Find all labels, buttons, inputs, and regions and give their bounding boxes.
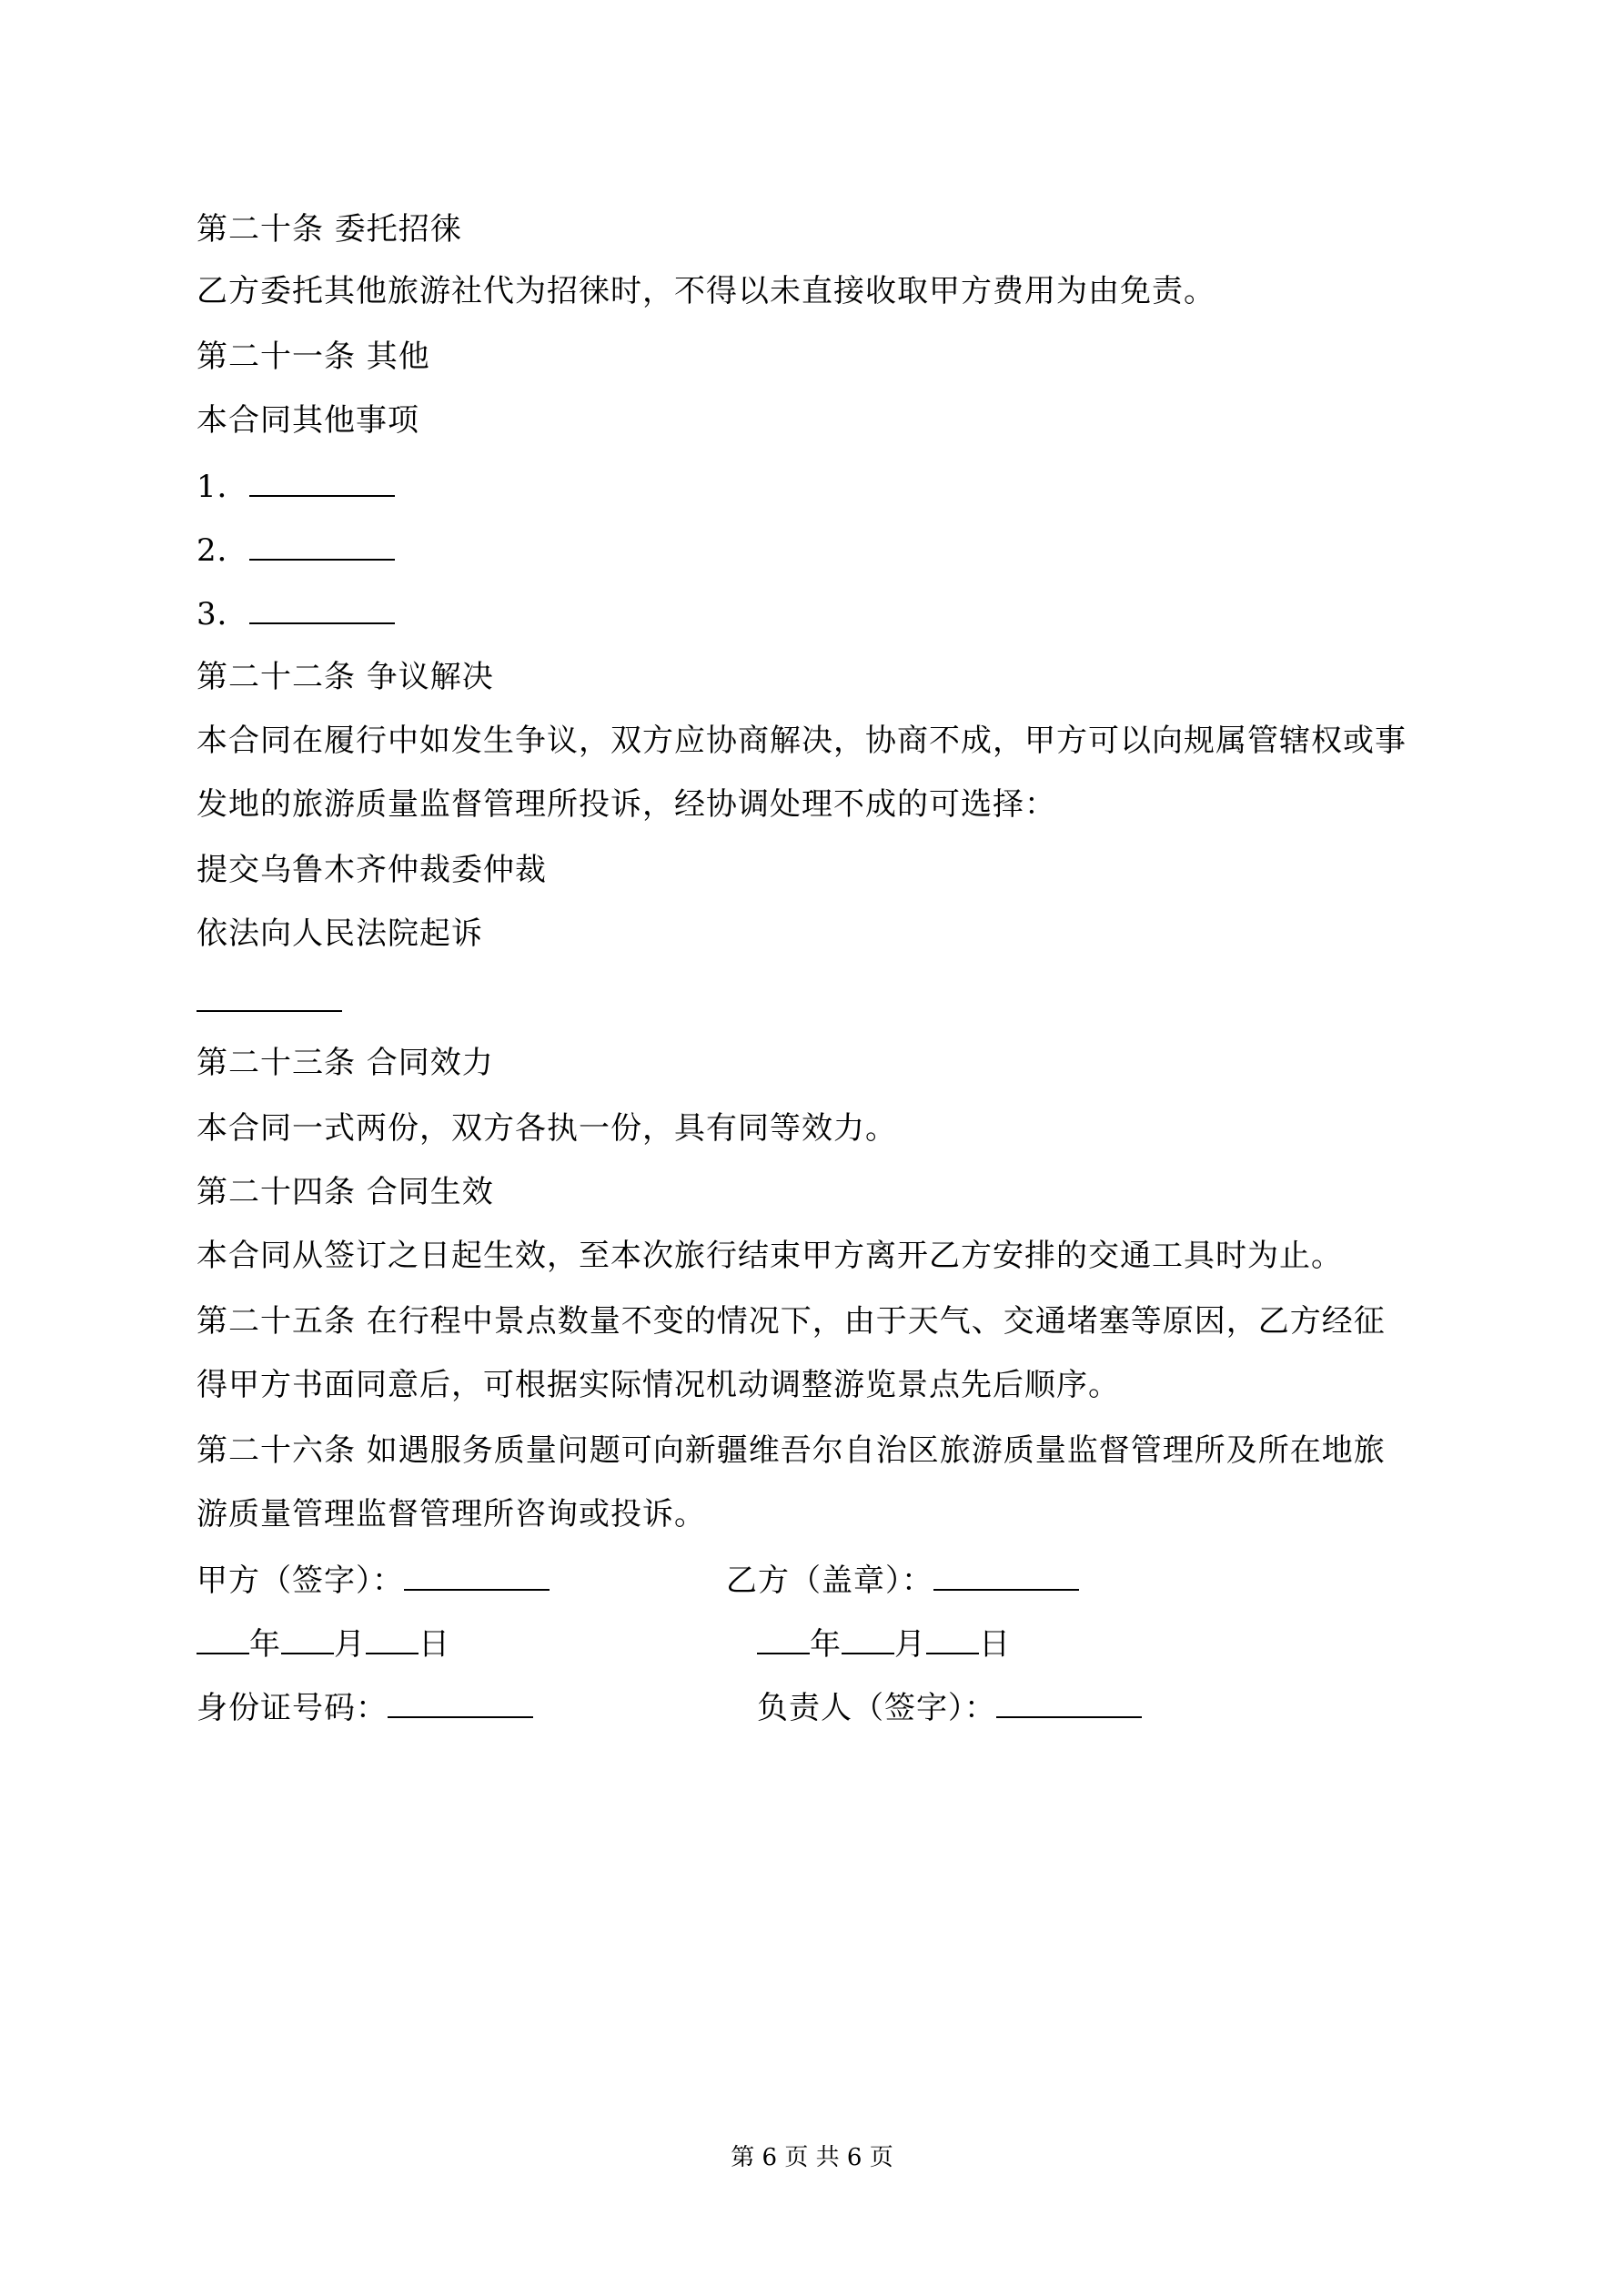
party-b-seal <box>726 1562 1079 1599</box>
dispute-option-2: 依法向人民法院起诉 <box>197 915 483 952</box>
blank-field <box>197 1010 342 1012</box>
day-label: 日 <box>979 1626 1011 1663</box>
party-b-date <box>757 1625 1011 1663</box>
blank-field <box>842 1625 894 1654</box>
list-item-1-number: 1． <box>197 469 249 505</box>
party-a-signature <box>197 1562 550 1599</box>
blank-field <box>249 531 395 561</box>
list-item-3 <box>197 595 395 632</box>
blank-field <box>926 1625 979 1654</box>
article-26-line-1: 第二十六条 如遇服务质量问题可向新疆维吾尔自治区旅游质量监督管理所及所在地旅 <box>197 1432 1386 1469</box>
party-b-label: 乙方（盖章）： <box>726 1563 933 1599</box>
year-label: 年 <box>810 1626 842 1663</box>
blank-field <box>933 1562 1079 1591</box>
article-23-title: 第二十三条 合同效力 <box>197 1045 494 1081</box>
party-a-label: 甲方（签字）： <box>197 1563 404 1599</box>
article-22-body-line-1: 本合同在履行中如发生争议，双方应协商解决，协商不成，甲方可以向规属管辖权或事 <box>197 723 1407 759</box>
blank-field <box>249 468 395 497</box>
article-20-body: 乙方委托其他旅游社代为招徕时，不得以未直接收取甲方费用为由免责。 <box>197 273 1215 309</box>
month-label: 月 <box>894 1626 926 1663</box>
article-25-line-2: 得甲方书面同意后，可根据实际情况机动调整游览景点先后顺序。 <box>197 1367 1120 1403</box>
dispute-option-1: 提交乌鲁木齐仲裁委仲裁 <box>197 852 547 888</box>
list-item-2 <box>197 531 395 569</box>
blank-field <box>388 1689 533 1718</box>
article-20-title: 第二十条 委托招徕 <box>197 211 462 248</box>
list-item-3-number: 3． <box>197 596 249 632</box>
page-number: 第 6 页 共 6 页 <box>731 2144 893 2171</box>
id-label: 身份证号码： <box>197 1690 388 1726</box>
blank-field <box>281 1625 334 1654</box>
article-24-title: 第二十四条 合同生效 <box>197 1174 494 1210</box>
blank-field <box>366 1625 419 1654</box>
blank-field <box>996 1689 1142 1718</box>
blank-field <box>197 1625 249 1654</box>
party-a-date <box>197 1625 450 1663</box>
responsible-signature <box>757 1689 1142 1726</box>
list-item-1 <box>197 468 395 505</box>
blank-field <box>249 595 395 624</box>
article-21-title: 第二十一条 其他 <box>197 339 430 375</box>
id-number-field <box>197 1689 533 1726</box>
list-item-2-number: 2． <box>197 532 249 569</box>
blank-field <box>757 1625 810 1654</box>
day-label: 日 <box>419 1626 450 1663</box>
article-24-body: 本合同从签订之日起生效，至本次旅行结束甲方离开乙方安排的交通工具时为止。 <box>197 1238 1343 1274</box>
article-25-line-1: 第二十五条 在行程中景点数量不变的情况下，由于天气、交通堵塞等原因，乙方经征 <box>197 1303 1386 1340</box>
year-label: 年 <box>249 1626 281 1663</box>
article-22-body-line-2: 发地的旅游质量监督管理所投诉，经协调处理不成的可选择： <box>197 786 1056 823</box>
article-21-body: 本合同其他事项 <box>197 402 419 439</box>
month-label: 月 <box>334 1626 366 1663</box>
responsible-label: 负责人（签字）： <box>757 1690 996 1726</box>
article-26-line-2: 游质量管理监督管理所咨询或投诉。 <box>197 1496 706 1532</box>
blank-field <box>404 1562 550 1591</box>
article-23-body: 本合同一式两份，双方各执一份，具有同等效力。 <box>197 1110 897 1147</box>
article-22-title: 第二十二条 争议解决 <box>197 659 494 695</box>
